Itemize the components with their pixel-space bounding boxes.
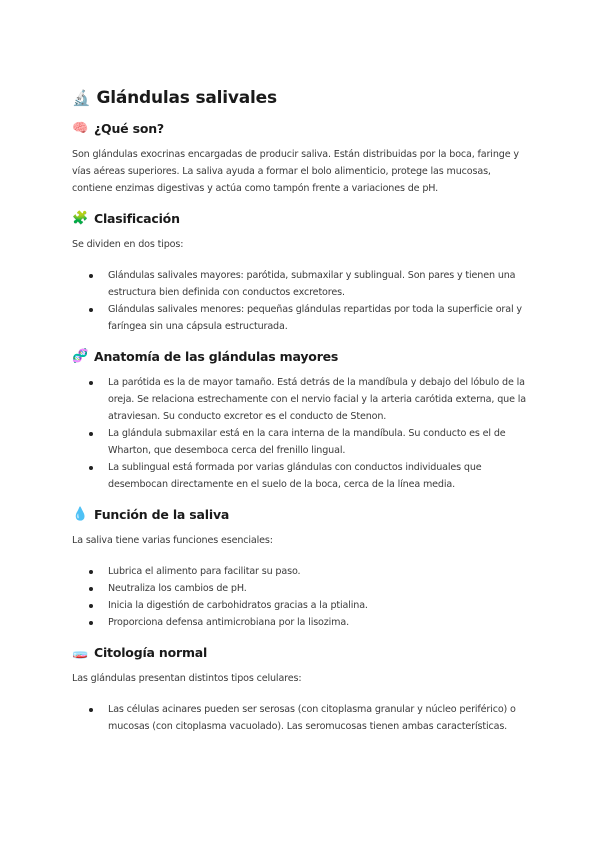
droplet-icon: 💧 [72,507,88,522]
list-item: La parótida es la de mayor tamaño. Está detrás de la mandíbula y debajo del lóbulo de la oreja. Se relaciona estrechamente con el nervio facial y la arteria carótida externa, que la atraviesan. Su conducto excretor es el conducto de Stenon. [108,374,532,425]
section-que-son [72,121,532,197]
list-item: Glándulas salivales mayores: parótida, submaxilar y sublingual. Son pares y tienen una estructura bien definida con conductos excretores. [108,267,532,301]
section-paragraph: Se dividen en dos tipos: [72,239,184,250]
section-heading-citologia [72,645,532,660]
bullet-list [72,563,532,631]
section-paragraph: Son glándulas exocrinas encargadas de producir saliva. Están distribuidas por la boca, faringe y vías aéreas superiores. La saliva ayuda a formar el bolo alimenticio, protege las mucosas, contiene enzimas digestivas y actúa como tampón frente a variaciones de pH. [72,149,519,194]
list-item: Proporciona defensa antimicrobiana por la lisozima. [108,614,532,631]
section-heading-text: Clasificación [94,211,180,226]
list-item: Inicia la digestión de carbohidratos gracias a la ptialina. [108,597,532,614]
section-heading-anatomia [72,349,532,364]
dna-icon: 🧬 [72,349,88,364]
bullet-list [72,701,532,735]
document-title-text: Glándulas salivales [96,88,277,108]
section-paragraph: Las glándulas presentan distintos tipos celulares: [72,673,302,684]
petri-dish-icon: 🧫 [72,645,88,660]
microscope-icon: 🔬 [72,88,91,107]
brain-icon: 🧠 [72,121,88,136]
section-heading-funcion [72,507,532,522]
section-citologia [72,645,532,735]
list-item: La sublingual está formada por varias glándulas con conductos individuales que desembocan directamente en el suelo de la boca, cerca de la línea media. [108,459,532,493]
section-heading-que-son [72,121,532,136]
section-heading-text: ¿Qué son? [94,121,164,136]
section-heading-clasificacion [72,211,532,226]
document-page [72,88,532,749]
section-funcion [72,507,532,631]
section-clasificacion [72,211,532,335]
puzzle-icon: 🧩 [72,211,88,226]
list-item: Las células acinares pueden ser serosas (con citoplasma granular y núcleo periférico) o mucosas (con citoplasma vacuolado). Las seromucosas tienen ambas características. [108,701,532,735]
bullet-list [72,267,532,335]
bullet-list [72,374,532,493]
section-paragraph: La saliva tiene varias funciones esenciales: [72,535,273,546]
section-anatomia [72,349,532,493]
section-heading-text: Función de la saliva [94,507,230,522]
section-heading-text: Citología normal [94,645,208,660]
list-item: Lubrica el alimento para facilitar su paso. [108,563,532,580]
section-heading-text: Anatomía de las glándulas mayores [94,349,339,364]
document-title [72,88,532,108]
list-item: Glándulas salivales menores: pequeñas glándulas repartidas por toda la superficie oral y faríngea sin una cápsula estructurada. [108,301,532,335]
list-item: Neutraliza los cambios de pH. [108,580,532,597]
list-item: La glándula submaxilar está en la cara interna de la mandíbula. Su conducto es el de Wharton, que desemboca cerca del frenillo lingual. [108,425,532,459]
